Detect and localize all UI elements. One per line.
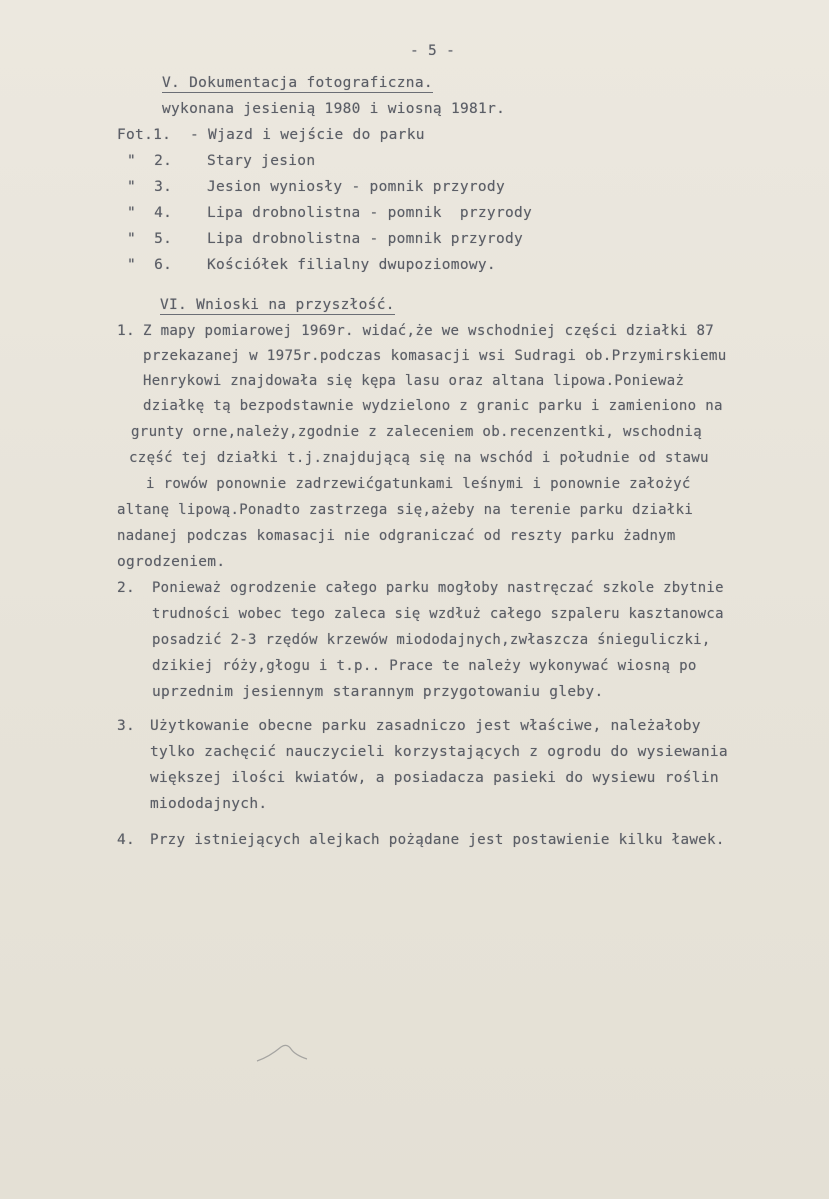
item-line: działkę tą bezpodstawnie wydzielono z granic parku i zamieniono na bbox=[143, 398, 723, 414]
item-line: tylko zachęcić nauczycieli korzystających z ogrodu do wysiewania bbox=[150, 744, 728, 760]
item-number: 4. bbox=[117, 832, 136, 848]
pencil-mark bbox=[255, 1035, 325, 1065]
item-line: Ponieważ ogrodzenie całego parku mogłoby nastręczać szkole zbytnie bbox=[152, 580, 724, 596]
item-line: i rowów ponownie zadrzewićgatunkami leśnymi i ponownie założyć bbox=[146, 476, 691, 492]
item-line: uprzednim jesiennym starannym przygotowaniu gleby. bbox=[152, 684, 604, 700]
item-line: Z mapy pomiarowej 1969r. widać,że we wschodniej części działki 87 bbox=[143, 323, 715, 339]
photo-caption: Kościółek filialny dwupoziomowy. bbox=[207, 257, 496, 273]
photo-caption: Jesion wyniosły - pomnik przyrody bbox=[207, 179, 505, 195]
item-line: część tej działki t.j.znajdującą się na wschód i południe od stawu bbox=[129, 450, 709, 466]
photo-caption: Stary jesion bbox=[207, 153, 316, 169]
photo-caption: Lipa drobnolistna - pomnik przyrody bbox=[207, 205, 533, 221]
section-v-subtitle: wykonana jesienią 1980 i wiosną 1981r. bbox=[162, 101, 506, 117]
page-number: - 5 - bbox=[410, 43, 456, 59]
photo-prefix: " 2. bbox=[127, 153, 173, 169]
item-line: Przy istniejących alejkach pożądane jest postawienie kilku ławek. bbox=[150, 832, 725, 848]
photo-prefix: " 4. bbox=[127, 205, 173, 221]
item-number: 3. bbox=[117, 718, 136, 734]
photo-prefix: " 3. bbox=[127, 179, 173, 195]
item-line: dzikiej róży,głogu i t.p.. Prace te należy wykonywać wiosną po bbox=[152, 658, 697, 674]
section-v-heading: V. Dokumentacja fotograficzna. bbox=[162, 75, 433, 91]
item-line: przekazanej w 1975r.podczas komasacji wsi Sudragi ob.Przymirskiemu bbox=[143, 348, 727, 364]
item-line: posadzić 2-3 rzędów krzewów miododajnych,zwłaszcza śnieguliczki, bbox=[152, 632, 711, 648]
item-number: 2. bbox=[117, 580, 136, 596]
section-vi-heading: VI. Wnioski na przyszłość. bbox=[160, 297, 395, 313]
item-line: miododajnych. bbox=[150, 796, 268, 812]
photo-prefix: Fot.1. bbox=[117, 127, 172, 143]
photo-prefix: " 5. bbox=[127, 231, 173, 247]
item-line: większej ilości kwiatów, a posiadacza pasieki do wysiewu roślin bbox=[150, 770, 719, 786]
item-number: 1. bbox=[117, 323, 136, 339]
photo-caption: - Wjazd i wejście do parku bbox=[190, 127, 425, 143]
photo-caption: Lipa drobnolistna - pomnik przyrody bbox=[207, 231, 524, 247]
item-line: trudności wobec tego zaleca się wzdłuż całego szpaleru kasztanowca bbox=[152, 606, 724, 622]
item-line: altanę lipową.Ponadto zastrzega się,ażeby na terenie parku działki bbox=[117, 502, 694, 518]
item-line: Henrykowi znajdowała się kępa lasu oraz altana lipowa.Ponieważ bbox=[143, 373, 685, 389]
item-line: ogrodzeniem. bbox=[117, 554, 226, 570]
item-line: Użytkowanie obecne parku zasadniczo jest właściwe, należałoby bbox=[150, 718, 701, 734]
item-line: grunty orne,należy,zgodnie z zaleceniem ob.recenzentki, wschodnią bbox=[131, 424, 703, 440]
photo-prefix: " 6. bbox=[127, 257, 173, 273]
item-line: nadanej podczas komasacji nie odgraniczać od reszty parku żadnym bbox=[117, 528, 676, 544]
